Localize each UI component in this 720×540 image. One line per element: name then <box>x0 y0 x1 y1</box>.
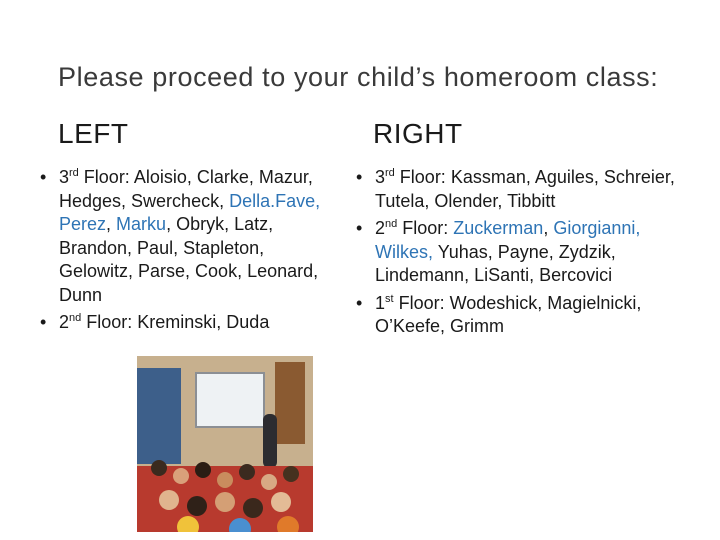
teacher-names: Yuhas, Payne, Zydzik, Lindemann, LiSanti, Bercovici <box>375 241 616 285</box>
teacher-names: Aloisio, Clarke, Mazur, Hedges, Swercheck, <box>59 167 313 211</box>
teacher-names: Kreminski, Duda <box>137 312 270 332</box>
left-heading: LEFT <box>58 118 129 149</box>
left-list-item <box>40 166 340 307</box>
bullet-icon: • <box>40 167 47 187</box>
floor-label: Floor: <box>78 167 134 187</box>
classroom-photo <box>137 356 313 532</box>
teacher-names: Kassman, Aguiles, Schreier, Tutela, Olender, Tibbitt <box>375 167 675 211</box>
floor-label: Floor: <box>397 218 454 238</box>
teacher-names: , Obryk, Latz, Brandon, Paul, Stapleton, Gelowitz, Parse, Cook, Leonard, Dunn <box>59 214 319 305</box>
right-list-item <box>356 217 686 288</box>
right-list-item <box>356 292 686 339</box>
floor-number: 2 <box>59 312 70 332</box>
floor-label: Floor: <box>81 312 138 332</box>
floor-number: 3 <box>59 167 70 187</box>
teacher-names: , <box>543 218 554 238</box>
floor-number: 2 <box>375 218 386 238</box>
left-list-item <box>40 311 340 335</box>
teacher-names: Della.Fave, Perez <box>59 190 321 234</box>
right-list-item <box>356 166 686 213</box>
floor-ordinal-suffix: st <box>385 292 394 305</box>
floor-label: Floor: <box>394 167 451 187</box>
bullet-icon: • <box>40 312 47 332</box>
bullet-icon: • <box>356 167 363 187</box>
right-heading: RIGHT <box>373 118 463 149</box>
left-list <box>40 166 340 339</box>
floor-ordinal-suffix: rd <box>385 167 395 179</box>
teacher-names: Zuckerman <box>453 218 544 238</box>
floor-ordinal-suffix: nd <box>385 218 398 230</box>
teacher-names: Wodeshick, Magielnicki, O’Keefe, Grimm <box>375 292 642 336</box>
floor-number: 3 <box>375 167 386 187</box>
floor-number: 1 <box>375 292 386 313</box>
teacher-names: Marku <box>116 214 167 234</box>
bullet-icon: • <box>356 218 363 238</box>
page-title: Please proceed to your child’s homeroom class: <box>58 62 659 92</box>
teacher-names: , <box>106 214 117 234</box>
floor-ordinal-suffix: nd <box>69 312 82 324</box>
floor-label: Floor: <box>393 292 450 313</box>
floor-ordinal-suffix: rd <box>69 167 79 179</box>
bullet-icon: • <box>356 292 363 313</box>
teacher-names: Giorgianni, Wilkes, <box>375 218 641 262</box>
right-list <box>356 166 686 343</box>
